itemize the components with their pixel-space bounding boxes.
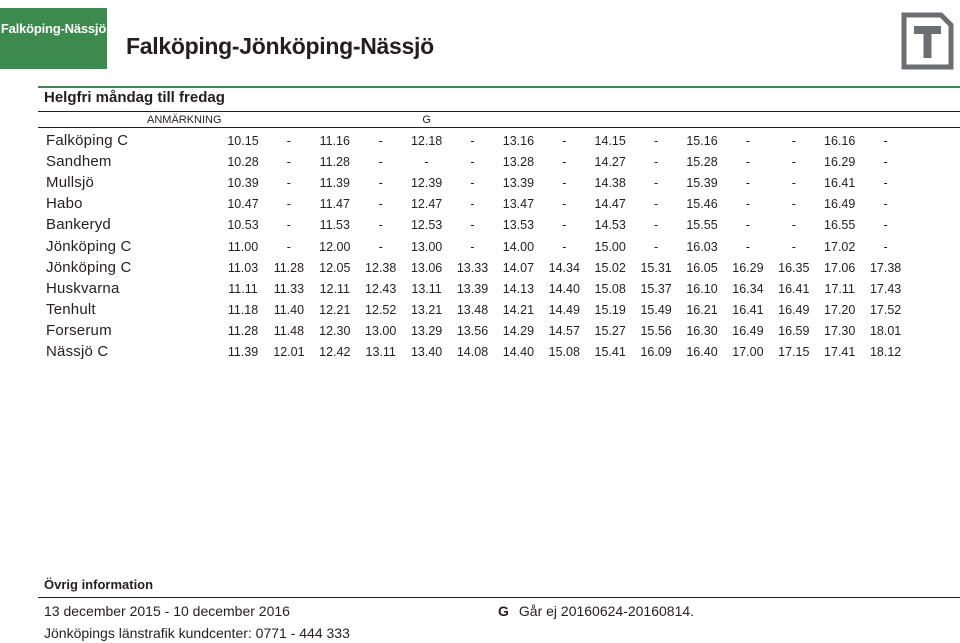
departure-time: -	[286, 176, 291, 191]
departure-time: -	[791, 155, 796, 170]
departure-time: 12.39	[410, 176, 443, 191]
departure-time: 11.18	[227, 302, 259, 317]
departure-time: 13.48	[456, 302, 489, 317]
departure-time: 15.27	[594, 323, 626, 338]
departure-time: 16.59	[778, 323, 810, 338]
departure-time: -	[378, 176, 383, 191]
departure-time: 17.43	[869, 281, 902, 296]
departure-time: 13.11	[411, 281, 442, 296]
departure-time: 17.11	[824, 281, 855, 296]
departure-time: 11.39	[227, 345, 259, 359]
departure-time: 17.00	[732, 345, 764, 359]
departure-time: 15.31	[640, 260, 672, 275]
departure-time: -	[470, 176, 475, 191]
departure-time: 11.33	[273, 281, 305, 296]
departure-time: 14.34	[548, 260, 580, 275]
departure-time: -	[791, 176, 796, 191]
station-name: Forserum	[46, 321, 112, 339]
departure-time: -	[745, 197, 750, 212]
departure-time: 15.56	[640, 323, 672, 338]
departure-time: 15.08	[548, 345, 580, 359]
info-heading: Övrig information	[44, 577, 154, 592]
departure-time: 16.41	[824, 176, 856, 191]
departure-time: 16.09	[640, 345, 672, 359]
station-name: Sandhem	[46, 153, 112, 171]
departure-time: 13.39	[502, 176, 535, 191]
departure-time: 11.16	[319, 134, 350, 148]
departure-time: 11.11	[228, 281, 258, 296]
departure-time: -	[378, 218, 383, 233]
departure-time: 14.47	[594, 197, 626, 212]
departure-time: 13.16	[502, 134, 535, 148]
departure-time: 13.56	[456, 323, 489, 338]
departure-time: -	[470, 197, 475, 212]
departure-time: 12.18	[410, 134, 443, 148]
departure-time: 16.29	[824, 155, 856, 170]
departure-time: -	[654, 134, 659, 148]
departure-time: 12.01	[273, 345, 305, 359]
departure-time: 13.47	[502, 197, 535, 212]
departure-time: 17.41	[824, 345, 856, 359]
remarks-label: ANMÄRKNING	[147, 114, 222, 126]
station-name: Bankeryd	[46, 216, 111, 234]
departure-time: 12.52	[365, 302, 397, 317]
departure-time: -	[791, 218, 796, 233]
header-rule	[38, 86, 960, 88]
station-name: Falköping C	[46, 132, 129, 149]
page-title: Falköping-Jönköping-Nässjö	[126, 33, 434, 59]
station-name: Jönköping C	[46, 237, 132, 255]
departure-time: 11.00	[227, 239, 259, 254]
departure-time: -	[745, 218, 750, 233]
departure-time: 14.53	[594, 218, 626, 233]
departure-time: 17.02	[824, 239, 856, 254]
departure-time: -	[286, 218, 291, 233]
footnote	[498, 603, 694, 619]
jlt-t-logo-icon	[900, 12, 954, 70]
departure-time: 16.55	[824, 218, 856, 233]
departure-time: 15.37	[640, 281, 672, 296]
table-header-rule	[38, 111, 960, 112]
departure-time: 16.41	[732, 302, 764, 317]
departure-time: 11.39	[319, 176, 350, 191]
departure-time: -	[378, 239, 383, 254]
departure-time: 18.01	[869, 323, 902, 338]
departure-time: -	[791, 197, 796, 212]
departure-time: 12.00	[319, 239, 351, 254]
route-tag: Falköping-Nässjö	[0, 8, 107, 69]
departure-time: 10.15	[227, 134, 259, 148]
departure-time: 13.33	[456, 260, 489, 275]
departure-time: -	[883, 239, 888, 254]
departure-time: 14.21	[502, 302, 535, 317]
customer-service-contact: Jönköpings länstrafik kundcenter: 0771 - 444 333	[44, 625, 350, 641]
departure-time: 11.28	[319, 155, 350, 170]
departure-time: 16.30	[686, 323, 718, 338]
departure-time: -	[654, 218, 659, 233]
departure-time: 12.21	[319, 302, 351, 317]
departure-time: 15.08	[594, 281, 626, 296]
departure-time: 16.49	[778, 302, 810, 317]
departure-time: 10.28	[227, 155, 259, 170]
departure-time: -	[562, 197, 567, 212]
departure-time: 16.49	[732, 323, 764, 338]
departure-time: -	[791, 134, 796, 148]
departure-time: -	[378, 155, 383, 170]
departure-time: 11.48	[273, 323, 305, 338]
departure-time: -	[883, 218, 888, 233]
departure-time: 12.11	[319, 281, 350, 296]
departure-time: 10.39	[227, 176, 259, 191]
departure-time: 16.05	[686, 260, 718, 275]
departure-time: 12.05	[319, 260, 351, 275]
departure-time: 10.53	[227, 218, 259, 233]
table-column-rule	[38, 127, 960, 128]
footnote-text: Går ej 20160624-20160814.	[518, 603, 695, 619]
departure-time: -	[562, 176, 567, 191]
departure-time: 13.00	[365, 323, 397, 338]
day-type-heading: Helgfri måndag till fredag	[44, 89, 225, 106]
remark-mark: G	[422, 114, 431, 126]
departure-time: -	[424, 155, 429, 170]
departure-time: 16.34	[732, 281, 764, 296]
departure-time: 11.03	[227, 260, 259, 275]
departure-time: -	[562, 134, 567, 148]
departure-time: 13.29	[410, 323, 443, 338]
departure-time: 14.07	[502, 260, 535, 275]
departure-time: -	[378, 134, 383, 148]
departure-time: -	[745, 176, 750, 191]
station-name: Nässjö C	[46, 343, 109, 360]
departure-time: 12.38	[365, 260, 397, 275]
station-name: Tenhult	[46, 300, 96, 318]
departure-time: 15.49	[640, 302, 672, 317]
departure-time: 15.19	[594, 302, 626, 317]
departure-time: -	[654, 155, 659, 170]
departure-time: 12.43	[365, 281, 397, 296]
departure-time: -	[654, 239, 659, 254]
departure-time: 11.28	[273, 260, 305, 275]
departure-time: -	[562, 218, 567, 233]
departure-time: 14.13	[502, 281, 535, 296]
departure-time: -	[286, 155, 291, 170]
departure-time: 15.02	[594, 260, 626, 275]
departure-time: 10.47	[227, 197, 259, 212]
station-name: Habo	[46, 195, 83, 213]
departure-time: 16.49	[824, 197, 856, 212]
departure-time: -	[745, 239, 750, 254]
departure-time: 15.00	[594, 239, 626, 254]
departure-time: 13.53	[502, 218, 535, 233]
departure-time: 16.10	[686, 281, 718, 296]
departure-time: -	[286, 239, 291, 254]
departure-time: 16.16	[824, 134, 856, 148]
departure-time: 12.53	[410, 218, 443, 233]
departure-time: 15.16	[686, 134, 718, 148]
departure-time: 14.38	[594, 176, 626, 191]
departure-time: 14.49	[548, 302, 580, 317]
departure-time: 16.29	[732, 260, 764, 275]
departure-time: 15.41	[594, 345, 626, 359]
departure-time: 14.08	[456, 345, 489, 359]
departure-time: 13.39	[456, 281, 489, 296]
departure-time: 17.15	[778, 345, 810, 359]
departure-time: -	[883, 155, 888, 170]
departure-time: -	[883, 134, 888, 148]
departure-time: 13.28	[502, 155, 535, 170]
footnote-mark: G	[498, 603, 509, 619]
departure-time: 15.39	[686, 176, 718, 191]
departure-time: -	[562, 155, 567, 170]
departure-time: 15.55	[686, 218, 718, 233]
departure-time: 16.21	[686, 302, 718, 317]
departure-time: 18.12	[869, 345, 902, 359]
departure-time: -	[378, 197, 383, 212]
departure-time: -	[654, 176, 659, 191]
departure-time: -	[654, 197, 659, 212]
departure-time: -	[470, 239, 475, 254]
departure-time: -	[470, 155, 475, 170]
departure-time: 16.41	[778, 281, 810, 296]
info-rule	[38, 597, 960, 598]
departure-time: 14.00	[502, 239, 535, 254]
departure-time: 14.40	[502, 345, 535, 359]
departure-time: -	[470, 218, 475, 233]
departure-time: 14.40	[548, 281, 580, 296]
departure-time: 12.47	[410, 197, 443, 212]
departure-time: 17.38	[869, 260, 902, 275]
departure-time: 14.27	[594, 155, 626, 170]
departure-time: 17.52	[869, 302, 902, 317]
departure-time: 13.21	[410, 302, 443, 317]
departure-time: -	[745, 134, 750, 148]
departure-time: 11.53	[319, 218, 350, 233]
departure-time: 11.47	[319, 197, 350, 212]
departure-time: 13.00	[410, 239, 443, 254]
departure-time: 11.40	[273, 302, 305, 317]
departure-time: 17.30	[824, 323, 856, 338]
departure-time: 15.28	[686, 155, 718, 170]
departure-time: -	[883, 176, 888, 191]
validity-period: 13 december 2015 - 10 december 2016	[44, 603, 290, 619]
departure-time: 12.42	[319, 345, 351, 359]
departure-time: -	[286, 134, 291, 148]
departure-time: -	[286, 197, 291, 212]
departure-time: -	[562, 239, 567, 254]
station-name: Jönköping C	[46, 258, 132, 276]
departure-time: 13.06	[410, 260, 443, 275]
departure-time: 16.40	[686, 345, 718, 359]
departure-time: 14.15	[594, 134, 626, 148]
departure-time: 16.03	[686, 239, 718, 254]
station-name: Huskvarna	[46, 279, 120, 297]
departure-time: -	[745, 155, 750, 170]
departure-time: 14.57	[548, 323, 580, 338]
departure-time: 16.35	[778, 260, 810, 275]
departure-time: 11.28	[227, 323, 259, 338]
departure-time: -	[791, 239, 796, 254]
station-name: Mullsjö	[46, 174, 95, 192]
departure-time: 17.20	[824, 302, 856, 317]
departure-time: 17.06	[824, 260, 856, 275]
departure-time: 12.30	[319, 323, 351, 338]
departure-time: 13.40	[410, 345, 443, 359]
departure-time: -	[883, 197, 888, 212]
departure-time: 15.46	[686, 197, 718, 212]
departure-time: 14.29	[502, 323, 535, 338]
departure-time: 13.11	[365, 345, 396, 359]
departure-time: -	[470, 134, 475, 148]
